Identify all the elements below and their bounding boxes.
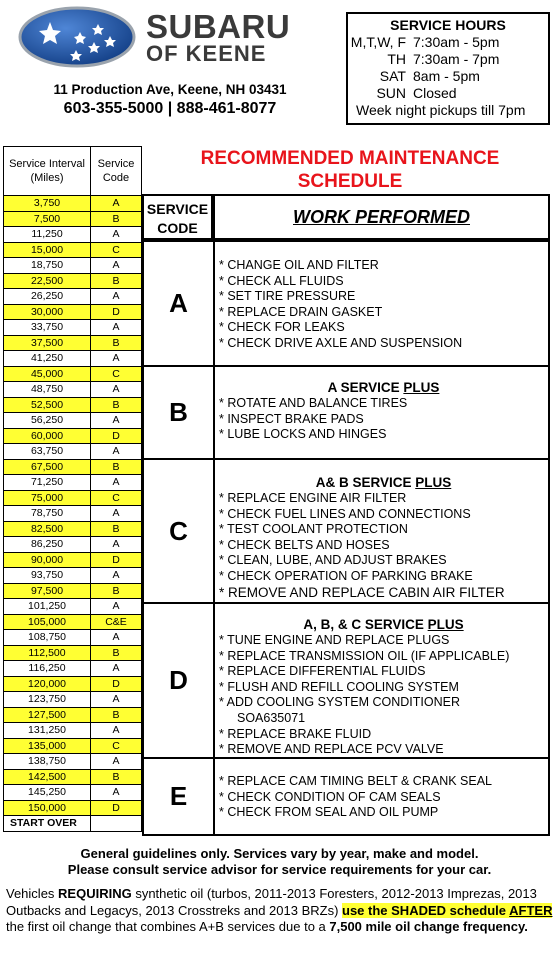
interval-miles: 3,750 [4,196,91,212]
service-hours-box [346,12,550,125]
col-header-code: Service Code [91,147,142,196]
table-row [4,537,142,553]
work-item: * CHECK OPERATION OF PARKING BRAKE [219,568,473,583]
hours-time: Closed [413,85,457,101]
section-items [217,242,548,365]
work-item: * REPLACE DIFFERENTIAL FLUIDS [219,664,426,679]
work-item: * CHECK FOR LEAKS [219,320,345,335]
interval-miles: 56,250 [4,413,91,429]
interval-miles: 11,250 [4,227,91,243]
table-row [4,351,142,367]
work-item: * TEST COOLANT PROTECTION [219,522,408,537]
interval-code: A [91,320,142,336]
interval-code: A [91,413,142,429]
interval-miles: 41,250 [4,351,91,367]
interval-code: B [91,521,142,537]
hours-days: M,T,W, F [350,34,406,50]
section-code: A [144,242,215,365]
interval-code: C [91,738,142,754]
interval-code: A [91,661,142,677]
disclaimer-line2: Please consult service advisor for service requirements for your car. [67,862,492,877]
work-item: * LUBE LOCKS AND HINGES [219,427,387,442]
subtitle-plus: PLUS [403,380,440,395]
work-item: * REPLACE DRAIN GASKET [219,304,383,319]
work-item: * REPLACE BRAKE FLUID [219,726,372,741]
hours-days: TH [387,51,406,67]
table-row [4,413,142,429]
interval-code: A [91,227,142,243]
interval-code: A [91,382,142,398]
interval-code: A [91,196,142,212]
hours-time: 7:30am - 7pm [413,51,500,67]
empty-cell [91,816,142,832]
interval-miles: 135,000 [4,738,91,754]
table-row [4,444,142,460]
page-title-line1: RECOMMENDED MAINTENANCE [200,148,500,169]
work-item: * REMOVE AND REPLACE PCV VALVE [219,742,444,757]
table-row [4,475,142,491]
subtitle-text: A& B SERVICE [315,475,416,490]
section-items [217,604,548,757]
interval-miles: 108,750 [4,630,91,646]
interval-miles: 48,750 [4,382,91,398]
interval-miles: 33,750 [4,320,91,336]
work-item: SOA635071 [237,710,306,725]
table-row [4,289,142,305]
interval-code: B [91,645,142,661]
interval-table-body [4,196,142,832]
work-item: * CHECK ALL FLUIDS [219,273,344,288]
interval-code: B [91,583,142,599]
dealer-address: 11 Production Ave, Keene, NH 03431 [53,82,287,97]
table-row [4,599,142,615]
interval-miles: 71,250 [4,475,91,491]
interval-code: B [91,211,142,227]
section-subtitle [219,617,548,633]
interval-miles: 142,500 [4,769,91,785]
subtitle-plus: PLUS [415,475,452,490]
work-item: * CHECK FROM SEAL AND OIL PUMP [219,805,439,820]
interval-miles: 93,750 [4,568,91,584]
interval-miles: 7,500 [4,211,91,227]
interval-code: D [91,676,142,692]
brand-name: SUBARU [146,8,291,45]
interval-code: B [91,273,142,289]
table-row [4,676,142,692]
service-hours-title: SERVICE HOURS [390,17,506,33]
interval-miles: 86,250 [4,537,91,553]
work-item: * ROTATE AND BALANCE TIRES [219,396,408,410]
section-e [142,757,550,836]
interval-miles: 67,500 [4,459,91,475]
table-row [4,568,142,584]
work-item: * CHECK FUEL LINES AND CONNECTIONS [219,506,471,521]
interval-miles: 138,750 [4,754,91,770]
interval-code: A [91,568,142,584]
interval-miles: 60,000 [4,428,91,444]
interval-code: D [91,800,142,816]
table-row [4,335,142,351]
page-title-line2: SCHEDULE [297,171,403,192]
interval-code: A [91,785,142,801]
interval-miles: 105,000 [4,614,91,630]
work-item: * CLEAN, LUBE, AND ADJUST BRAKES [219,553,447,568]
interval-miles: 97,500 [4,583,91,599]
section-subtitle [219,475,548,491]
table-row [4,258,142,274]
section-d [142,602,550,759]
hours-time: 8am - 5pm [413,68,480,84]
table-row [4,196,142,212]
note-text: Vehicles [6,886,59,901]
dealer-phones: 603-355-5000 | 888-461-8077 [63,100,277,117]
work-item: * REPLACE CAM TIMING BELT & CRANK SEAL [219,774,492,788]
interval-code: D [91,304,142,320]
table-row [4,800,142,816]
interval-code: A [91,506,142,522]
interval-code: A [91,754,142,770]
interval-code: A [91,723,142,739]
interval-code: B [91,335,142,351]
brand-location: OF KEENE [146,41,267,66]
note-text: synthetic oil (turbos, 2011-2013 Foresters, 2012-2013 Imprezas, 2013 Outbacks and Legacys, 2013 Crosstreks and 2013 BRZs) [6,886,537,918]
start-over-label: START OVER [4,816,91,832]
interval-miles: 112,500 [4,645,91,661]
interval-miles: 18,750 [4,258,91,274]
interval-code: A [91,258,142,274]
section-b [142,365,550,460]
interval-miles: 127,500 [4,707,91,723]
page-title [150,147,550,193]
hours-note: Week night pickups till 7pm [356,102,526,118]
interval-code: C [91,242,142,258]
note-frequency: 7,500 mile oil change frequency. [329,919,528,934]
table-row [4,707,142,723]
subaru-stars-logo-icon [18,6,136,68]
interval-code: D [91,552,142,568]
interval-code: A [91,475,142,491]
interval-miles: 150,000 [4,800,91,816]
section-c [142,458,550,604]
work-item: * TUNE ENGINE AND REPLACE PLUGS [219,633,450,647]
interval-code: A [91,537,142,553]
work-item: * REPLACE TRANSMISSION OIL (IF APPLICABLE) [219,648,510,663]
section-a [142,240,550,367]
hours-days: SUN [376,85,406,101]
table-row [4,459,142,475]
interval-code: A [91,599,142,615]
interval-code: B [91,459,142,475]
note-emphasis: REQUIRING [58,886,132,901]
table-row [4,816,142,832]
table-row [4,583,142,599]
interval-code: D [91,428,142,444]
note-highlight [342,903,552,918]
table-row [4,320,142,336]
hours-row [348,68,548,85]
interval-miles: 37,500 [4,335,91,351]
table-row [4,661,142,677]
subtitle-text: A SERVICE [327,380,404,395]
interval-miles: 120,000 [4,676,91,692]
work-item: * CHANGE OIL AND FILTER [219,258,379,272]
work-item: * REMOVE AND REPLACE CABIN AIR FILTER [219,584,505,600]
interval-code: C [91,366,142,382]
interval-miles: 101,250 [4,599,91,615]
work-item: * REPLACE ENGINE AIR FILTER [219,491,407,505]
subtitle-plus: PLUS [427,617,464,632]
interval-miles: 63,750 [4,444,91,460]
section-items [217,460,548,602]
hours-time: 7:30am - 5pm [413,34,500,50]
interval-code: A [91,692,142,708]
interval-miles: 75,000 [4,490,91,506]
service-code-header: SERVICE CODE [142,194,213,240]
table-row [4,769,142,785]
table-row [4,614,142,630]
work-item: * ADD COOLING SYSTEM CONDITIONER [219,695,461,710]
work-item: * CHECK BELTS AND HOSES [219,537,390,552]
table-row [4,785,142,801]
interval-miles: 123,750 [4,692,91,708]
table-row [4,397,142,413]
interval-miles: 22,500 [4,273,91,289]
interval-miles: 30,000 [4,304,91,320]
table-row [4,273,142,289]
interval-code: C&E [91,614,142,630]
interval-code: B [91,707,142,723]
hours-row [348,34,548,51]
table-row [4,645,142,661]
table-row [4,630,142,646]
dealer-logo [18,6,318,74]
interval-code: B [91,769,142,785]
table-row [4,242,142,258]
table-row [4,754,142,770]
table-row [4,692,142,708]
synthetic-oil-note [6,886,556,936]
interval-miles: 145,250 [4,785,91,801]
disclaimer-line1: General guidelines only. Services vary by year, make and model. [80,846,479,861]
interval-miles: 45,000 [4,366,91,382]
col-header-interval: Service Interval (Miles) [4,147,91,196]
table-row [4,506,142,522]
service-interval-table [3,146,142,832]
table-row [4,227,142,243]
section-code: D [144,604,215,757]
section-code: B [144,367,215,458]
interval-miles: 15,000 [4,242,91,258]
work-item: * CHECK CONDITION OF CAM SEALS [219,789,441,804]
interval-miles: 116,250 [4,661,91,677]
table-row [4,428,142,444]
interval-code: C [91,490,142,506]
work-item: * SET TIRE PRESSURE [219,289,356,304]
work-performed-header: WORK PERFORMED [213,194,550,240]
section-items [217,759,548,834]
table-row [4,552,142,568]
hours-days: SAT [379,68,406,84]
interval-code: A [91,351,142,367]
section-subtitle [219,380,548,396]
interval-miles: 52,500 [4,397,91,413]
work-item: * INSPECT BRAKE PADS [219,411,364,426]
work-item: * FLUSH AND REFILL COOLING SYSTEM [219,679,459,694]
interval-miles: 26,250 [4,289,91,305]
interval-miles: 78,750 [4,506,91,522]
section-items [217,367,548,458]
interval-miles: 82,500 [4,521,91,537]
table-row [4,723,142,739]
section-code: E [144,759,215,834]
table-row [4,521,142,537]
hours-row [348,85,548,102]
note-after: AFTER [509,902,553,918]
interval-miles: 131,250 [4,723,91,739]
table-row [4,738,142,754]
table-row [4,366,142,382]
disclaimer [0,846,559,878]
table-row [4,382,142,398]
table-row [4,211,142,227]
table-row [4,490,142,506]
note-shaded-text: use the SHADED schedule [342,902,510,918]
hours-row [348,51,548,68]
interval-miles: 90,000 [4,552,91,568]
table-row [4,304,142,320]
subtitle-text: A, B, & C SERVICE [303,617,428,632]
interval-code: A [91,444,142,460]
note-text: the first oil change that combines A+B services due to a [6,919,330,934]
interval-code: A [91,630,142,646]
interval-code: A [91,289,142,305]
section-code: C [144,460,215,602]
interval-code: B [91,397,142,413]
work-item: * CHECK DRIVE AXLE AND SUSPENSION [219,335,463,350]
